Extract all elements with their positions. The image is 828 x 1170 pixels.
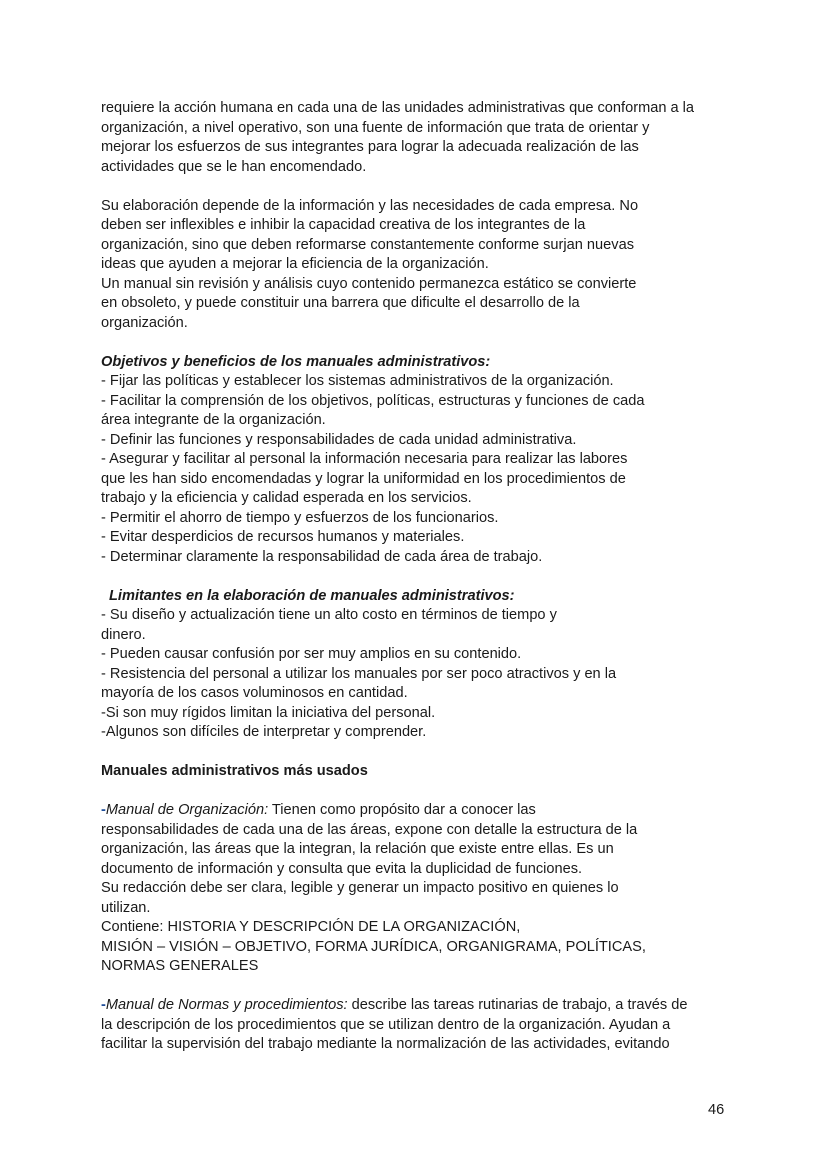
text-line: facilitar la supervisión del trabajo mediante la normalización de las actividades, evitando <box>101 1036 670 1052</box>
paragraph-intro <box>101 99 751 177</box>
text-line: organización, sino que deben reformarse constantemente conforme surjan nuevas <box>101 236 634 253</box>
list-line: - Fijar las políticas y establecer los sistemas administrativos de la organización. <box>101 373 614 389</box>
list-line: -Algunos son difíciles de interpretar y comprender. <box>101 724 427 740</box>
text-line: Su redacción debe ser clara, legible y generar un impacto positivo en quienes lo <box>101 880 619 896</box>
dash-marker: - <box>101 802 106 818</box>
list-line: trabajo y la eficiencia y calidad esperada en los servicios. <box>101 490 472 506</box>
text-line: utilizan. <box>101 899 151 916</box>
list-line: - Pueden causar confusión por ser muy amplios en su contenido. <box>101 646 522 662</box>
section-objetivos <box>101 353 751 568</box>
text-line: requiere la acción humana en cada una de las unidades administrativas que conforman a la <box>101 100 695 116</box>
text-line: NORMAS GENERALES <box>101 958 259 974</box>
list-line: - Definir las funciones y responsabilidades de cada unidad administrativa. <box>101 431 577 448</box>
manual-title: Manual de Normas y procedimientos: <box>105 997 348 1013</box>
list-line: - Permitir el ahorro de tiempo y esfuerzos de los funcionarios. <box>101 509 499 526</box>
section-manuales <box>101 762 751 1055</box>
manual-title: Manual de Organización: <box>105 802 269 818</box>
text-fragment: Tienen como propósito dar a conocer las <box>268 802 536 818</box>
manual-organizacion <box>101 801 751 977</box>
list-line: dinero. <box>101 626 146 643</box>
page-number: 46 <box>708 1102 725 1118</box>
text-line: Su elaboración depende de la información y las necesidades de cada empresa. No <box>101 197 639 214</box>
text-line: Contiene: HISTORIA Y DESCRIPCIÓN DE LA ORGANIZACIÓN, <box>101 919 521 935</box>
section-heading-objetivos: Objetivos y beneficios de los manuales administrativos: <box>101 353 491 370</box>
list-line: que les han sido encomendadas y lograr la uniformidad en los procedimientos de <box>101 470 626 487</box>
list-line: mayoría de los casos voluminosos en cantidad. <box>101 685 408 701</box>
paragraph-elaboracion <box>101 197 751 334</box>
dash-marker: - <box>101 997 106 1013</box>
list-line: - Facilitar la comprensión de los objetivos, políticas, estructuras y funciones de cada <box>101 392 645 409</box>
list-line: área integrante de la organización. <box>101 412 326 428</box>
text-fragment: describe las tareas rutinarias de trabajo, a través de <box>347 997 688 1013</box>
text-line: responsabilidades de cada una de las áreas, expone con detalle la estructura de la <box>101 821 638 838</box>
list-line: - Su diseño y actualización tiene un alto costo en términos de tiempo y <box>101 607 557 623</box>
page-content <box>101 99 751 1055</box>
section-heading-manuales: Manuales administrativos más usados <box>101 763 368 779</box>
section-heading-limitantes: Limitantes en la elaboración de manuales administrativos: <box>109 587 515 604</box>
text-line: MISIÓN – VISIÓN – OBJETIVO, FORMA JURÍDICA, ORGANIGRAMA, POLÍTICAS, <box>101 938 646 955</box>
text-line: organización, las áreas que la integran, la relación que existe entre ellas. Es un <box>101 841 614 857</box>
list-line: -Si son muy rígidos limitan la iniciativa del personal. <box>101 704 436 721</box>
list-line: - Evitar desperdicios de recursos humanos y materiales. <box>101 529 465 545</box>
manual-organizacion-first-line <box>101 801 751 821</box>
text-line: Un manual sin revisión y análisis cuyo contenido permanezca estático se convierte <box>101 275 637 292</box>
list-line: - Asegurar y facilitar al personal la información necesaria para realizar las labores <box>101 451 628 467</box>
list-line: - Resistencia del personal a utilizar los manuales por ser poco atractivos y en la <box>101 665 617 682</box>
section-limitantes <box>101 587 751 743</box>
text-line: documento de información y consulta que evita la duplicidad de funciones. <box>101 860 583 877</box>
text-line: en obsoleto, y puede constituir una barrera que dificulte el desarrollo de la <box>101 295 580 311</box>
text-line: mejorar los esfuerzos de sus integrantes para lograr la adecuada realización de las <box>101 139 639 155</box>
manual-normas-first-line <box>101 996 751 1016</box>
text-line: organización, a nivel operativo, son una fuente de información que trata de orientar y <box>101 119 650 136</box>
text-line: deben ser inflexibles e inhibir la capacidad creativa de los integrantes de la <box>101 217 586 233</box>
manual-normas <box>101 996 751 1055</box>
list-line: - Determinar claramente la responsabilidad de cada área de trabajo. <box>101 548 543 565</box>
text-line: la descripción de los procedimientos que se utilizan dentro de la organización. Ayudan a <box>101 1016 671 1033</box>
text-line: actividades que se le han encomendado. <box>101 158 367 175</box>
text-line: organización. <box>101 314 188 331</box>
text-line: ideas que ayuden a mejorar la eficiencia de la organización. <box>101 256 489 272</box>
